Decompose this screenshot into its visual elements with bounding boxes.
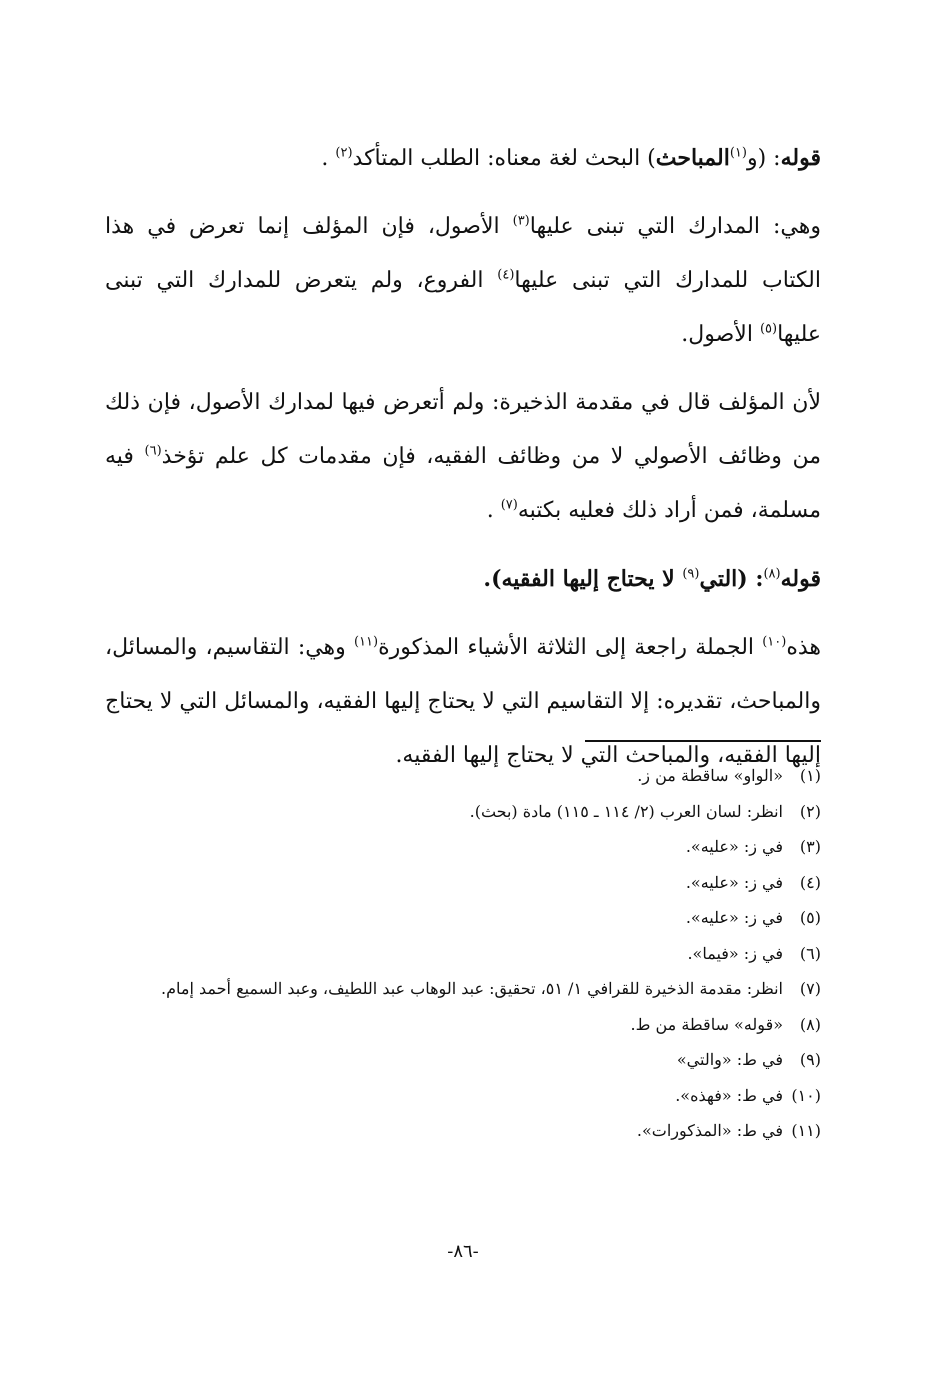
text: : (التي (699, 566, 764, 592)
footnote-ref[interactable]: (١٠) (762, 634, 787, 650)
bold-term: المباحث (655, 145, 730, 171)
footnote-ref[interactable]: (٦) (144, 443, 162, 459)
footnote (105, 900, 821, 936)
page-number: -٨٦- (447, 1241, 479, 1262)
text: لا يحتاج إليها الفقيه). (483, 566, 683, 592)
footnote-number: (١) (799, 766, 821, 785)
footnote-text: في ط: «فهذه». (675, 1085, 783, 1105)
text: الأصول، فإن المؤلف إنما تعرض في هذا الكتاب للمدارك التي تبنى عليها (105, 214, 821, 293)
footnote (105, 865, 821, 901)
footnote-text: في ز: «فيما». (687, 943, 783, 963)
paragraph-2 (105, 200, 821, 362)
main-text (105, 131, 821, 783)
footnote-ref[interactable]: (٨) (763, 566, 781, 582)
text: : (و (746, 146, 781, 171)
text: لأن المؤلف قال في مقدمة الذخيرة: ولم أتعرض فيها لمدارك الأصول، فإن ذلك من وظائف الأصولي لا من وظائف الفقيه، فإن مقدمات كل علم تؤخذ (105, 390, 821, 469)
text: . (321, 146, 329, 171)
footnote-separator (585, 740, 821, 742)
paragraph-4 (105, 552, 821, 607)
footnote (105, 829, 821, 865)
footnote-ref[interactable]: (١) (729, 145, 747, 161)
paragraph-1 (105, 131, 821, 186)
footnote (105, 794, 821, 830)
footnote (105, 1007, 821, 1043)
footnote-text: انظر: مقدمة الذخيرة للقرافي ١/ ٥١، تحقيق: عبد الوهاب عبد اللطيف، وعبد السميع أحمد إمام. (161, 979, 783, 998)
footnote (105, 1078, 821, 1114)
text: الجملة راجعة إلى الثلاثة الأشياء المذكورة (378, 635, 763, 660)
footnote-ref[interactable]: (٢) (335, 145, 353, 161)
footnote-number: (١٠) (791, 1085, 821, 1105)
footnote-number: (٥) (799, 908, 821, 927)
lead-word: قوله (780, 566, 821, 592)
footnote-number: (٦) (799, 943, 821, 963)
text: هذه (786, 635, 821, 660)
footnote-text: «الواو» ساقطة من ز. (637, 766, 783, 785)
footnote-ref[interactable]: (١١) (353, 634, 379, 650)
footnote-number: (٤) (799, 872, 821, 892)
text: الأصول. (681, 322, 760, 347)
lead-word: قوله (780, 145, 821, 171)
footnote-text: في ز: «عليه». (685, 908, 783, 927)
footnote-number: (٧) (799, 979, 821, 998)
footnote (105, 936, 821, 972)
footnote-number: (١١) (791, 1121, 821, 1140)
footnote-ref[interactable]: (٤) (497, 267, 515, 283)
footnote-number: (٩) (799, 1050, 821, 1069)
text: . (486, 498, 494, 523)
footnote-ref[interactable]: (٧) (500, 497, 518, 513)
footnote (105, 1042, 821, 1078)
footnote (105, 758, 821, 794)
footnotes-list (105, 758, 821, 1149)
footnote-number: (٨) (799, 1014, 821, 1034)
footnote-ref[interactable]: (٩) (682, 566, 700, 582)
footnote-text: في ز: «عليه». (685, 837, 783, 856)
footnote (105, 971, 821, 1007)
text: الفروع، ولم يتعرض للمدارك التي تبنى عليها (105, 268, 821, 347)
paragraph-3 (105, 376, 821, 538)
footnote-number: (٢) (799, 801, 821, 821)
page (105, 125, 821, 1305)
text: ) البحث لغة معناه: الطلب المتأكد (352, 146, 656, 171)
footnote-ref[interactable]: (٣) (512, 213, 530, 229)
footnote-text: «قوله» ساقطة من ط. (630, 1014, 783, 1034)
footnote-text: في ط: «المذكورات». (636, 1121, 783, 1140)
text: وهي: التقاسيم، والمسائل، والمباحث، تقديره: إلا التقاسيم التي لا يحتاج إليها الفقيه، والمسائل التي لا يحتاج إليها الفقيه، والمباحث التي لا يحتاج إليها الفقيه. (105, 635, 821, 768)
footnote-number: (٣) (799, 837, 821, 856)
footnote (105, 1113, 821, 1149)
footnote-text: في ط: «والتي» (676, 1050, 783, 1069)
text: وهي: المدارك التي تبنى عليها (529, 214, 821, 239)
footnote-ref[interactable]: (٥) (759, 321, 778, 337)
footnote-text: في ز: «عليه». (685, 872, 783, 892)
text: فيه مسلمة، فمن أراد ذلك فعليه بكتبه (105, 444, 821, 523)
footnote-text: انظر: لسان العرب (٢/ ١١٤ ـ ١١٥) مادة (بحث). (469, 801, 783, 821)
